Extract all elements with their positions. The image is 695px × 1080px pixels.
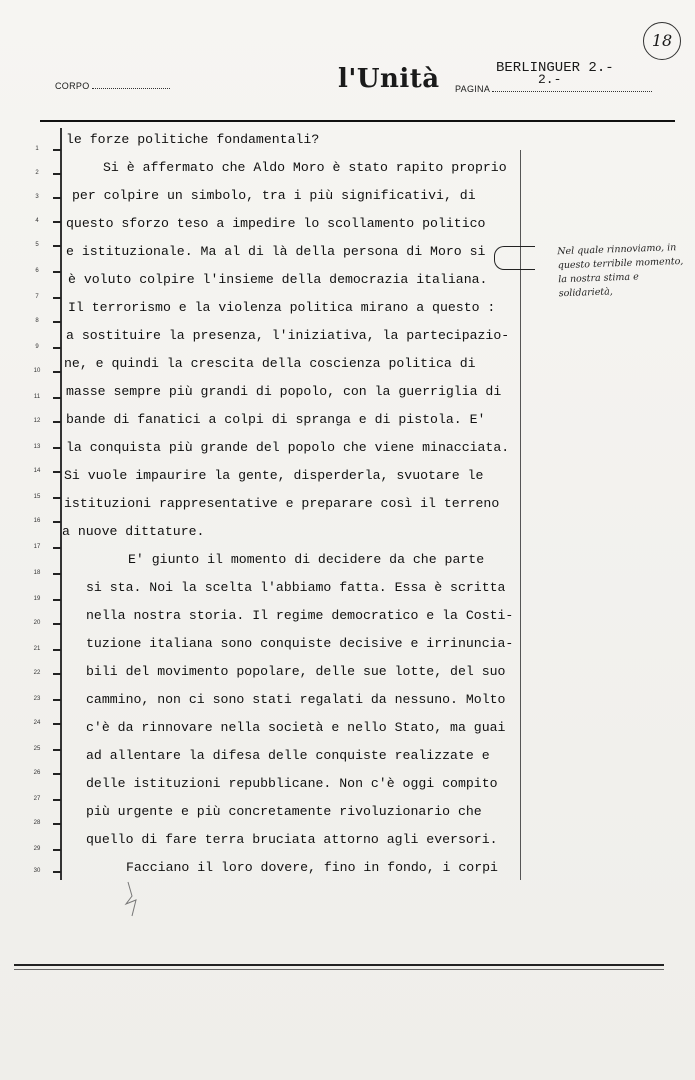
text-line: bande di fanatici a colpi di spranga e di pistola. E' bbox=[66, 412, 486, 427]
line-tick bbox=[53, 699, 61, 701]
line-tick bbox=[53, 521, 61, 523]
line-number: 6 bbox=[35, 268, 39, 274]
line-number: 30 bbox=[33, 868, 41, 874]
text-line: E' giunto il momento di decidere da che parte bbox=[128, 552, 485, 567]
line-number: 22 bbox=[33, 670, 41, 676]
line-tick bbox=[53, 497, 61, 499]
line-tick bbox=[53, 297, 61, 299]
line-number: 23 bbox=[33, 696, 41, 702]
line-tick bbox=[53, 321, 61, 323]
line-tick bbox=[53, 173, 61, 175]
text-line: è voluto colpire l'insieme della democrazia italiana. bbox=[68, 272, 488, 287]
line-tick bbox=[53, 245, 61, 247]
text-line: e istituzionale. Ma al di là della persona di Moro si bbox=[66, 244, 486, 259]
text-line: Il terrorismo e la violenza politica mirano a questo : bbox=[68, 300, 496, 315]
footer-rule-thin bbox=[14, 969, 664, 970]
text-line: istituzioni rappresentative e preparare così il terreno bbox=[64, 496, 500, 511]
line-number: 20 bbox=[33, 620, 41, 626]
handwritten-margin-note: Nel quale rinnoviamo, in questo terribile momento, la nostra stima e solidarietà, bbox=[557, 242, 684, 300]
line-tick bbox=[53, 547, 61, 549]
line-number: 27 bbox=[33, 796, 41, 802]
line-number: 17 bbox=[33, 544, 41, 550]
line-tick bbox=[53, 221, 61, 223]
line-tick bbox=[53, 871, 61, 873]
text-line: più urgente e più concretamente rivoluzionario che bbox=[86, 804, 482, 819]
text-line: tuzione italiana sono conquiste decisive e irrinuncia- bbox=[86, 636, 514, 651]
text-line: a nuove dittature. bbox=[62, 524, 205, 539]
line-tick bbox=[53, 397, 61, 399]
line-number: 4 bbox=[35, 218, 39, 224]
line-number: 26 bbox=[33, 770, 41, 776]
text-line: Si è affermato che Aldo Moro è stato rapito proprio bbox=[103, 160, 507, 175]
line-tick bbox=[53, 749, 61, 751]
text-line: la conquista più grande del popolo che viene minacciata. bbox=[66, 440, 510, 455]
line-number: 3 bbox=[35, 194, 39, 200]
pencil-scribble bbox=[122, 880, 146, 920]
line-tick bbox=[53, 723, 61, 725]
text-line: per colpire un simbolo, tra i più significativi, di bbox=[72, 188, 476, 203]
corpo-dotted-line bbox=[92, 81, 170, 89]
text-line: bili del movimento popolare, delle sue lotte, del suo bbox=[86, 664, 506, 679]
line-tick bbox=[53, 271, 61, 273]
insertion-mark bbox=[494, 246, 535, 270]
corpo-field bbox=[55, 81, 170, 91]
margin-rule bbox=[60, 128, 62, 880]
text-line: si sta. Noi la scelta l'abbiamo fatta. Essa è scritta bbox=[86, 580, 506, 595]
text-line: Facciano il loro dovere, fino in fondo, i corpi bbox=[126, 860, 498, 875]
text-line: Si vuole impaurire la gente, disperderla, svuotare le bbox=[64, 468, 484, 483]
line-tick bbox=[53, 599, 61, 601]
line-number: 15 bbox=[33, 494, 41, 500]
line-tick bbox=[53, 849, 61, 851]
line-number: 29 bbox=[33, 846, 41, 852]
line-tick bbox=[53, 623, 61, 625]
text-line: a sostituire la presenza, l'iniziativa, la partecipazio- bbox=[66, 328, 510, 343]
line-tick bbox=[53, 471, 61, 473]
line-number: 9 bbox=[35, 344, 39, 350]
line-number: 19 bbox=[33, 596, 41, 602]
page-number-circle: 18 bbox=[643, 22, 681, 60]
text-line: cammino, non ci sono stati regalati da nessuno. Molto bbox=[86, 692, 506, 707]
line-tick bbox=[53, 447, 61, 449]
pagina-label: PAGINA bbox=[455, 84, 491, 94]
line-number: 10 bbox=[33, 368, 41, 374]
line-number: 24 bbox=[33, 720, 41, 726]
line-number: 13 bbox=[33, 444, 41, 450]
line-tick bbox=[53, 823, 61, 825]
line-tick bbox=[53, 673, 61, 675]
line-tick bbox=[53, 649, 61, 651]
corpo-label: CORPO bbox=[55, 81, 90, 91]
line-tick bbox=[53, 799, 61, 801]
line-number: 28 bbox=[33, 820, 41, 826]
line-number: 8 bbox=[35, 318, 39, 324]
text-line: delle istituzioni repubblicane. Non c'è oggi compito bbox=[86, 776, 498, 791]
line-number: 1 bbox=[35, 146, 39, 152]
text-line: masse sempre più grandi di popolo, con la guerriglia di bbox=[66, 384, 502, 399]
pagina-field bbox=[455, 84, 652, 94]
line-tick bbox=[53, 421, 61, 423]
footer-rule bbox=[14, 964, 664, 966]
line-tick bbox=[53, 149, 61, 151]
text-line: nella nostra storia. Il regime democratico e la Costi- bbox=[86, 608, 514, 623]
line-number: 14 bbox=[33, 468, 41, 474]
line-number: 16 bbox=[33, 518, 41, 524]
line-tick bbox=[53, 197, 61, 199]
text-line: questo sforzo teso a impedire lo scollamento politico bbox=[66, 216, 486, 231]
line-number: 7 bbox=[35, 294, 39, 300]
pagina-dotted-line bbox=[492, 84, 652, 92]
article-slug: BERLINGUER 2.- bbox=[496, 60, 614, 76]
line-tick bbox=[53, 573, 61, 575]
text-line: c'è da rinnovare nella società e nello Stato, ma guai bbox=[86, 720, 506, 735]
text-line: le forze politiche fondamentali? bbox=[66, 132, 320, 147]
line-tick bbox=[53, 773, 61, 775]
line-tick bbox=[53, 347, 61, 349]
line-number: 11 bbox=[33, 394, 41, 400]
header-rule bbox=[40, 120, 675, 122]
line-number: 18 bbox=[33, 570, 41, 576]
text-line: quello di fare terra bruciata attorno agli eversori. bbox=[86, 832, 498, 847]
line-tick bbox=[53, 371, 61, 373]
line-number: 12 bbox=[33, 418, 41, 424]
newspaper-masthead: l'Unità bbox=[338, 64, 440, 94]
text-line: ad allentare la difesa delle conquiste realizzate e bbox=[86, 748, 490, 763]
line-number: 25 bbox=[33, 746, 41, 752]
line-number: 21 bbox=[33, 646, 41, 652]
line-number: 2 bbox=[35, 170, 39, 176]
text-line: ne, e quindi la crescita della coscienza politica di bbox=[64, 356, 476, 371]
line-number: 5 bbox=[35, 242, 39, 248]
article-slug-sub: 2.- bbox=[538, 72, 562, 87]
